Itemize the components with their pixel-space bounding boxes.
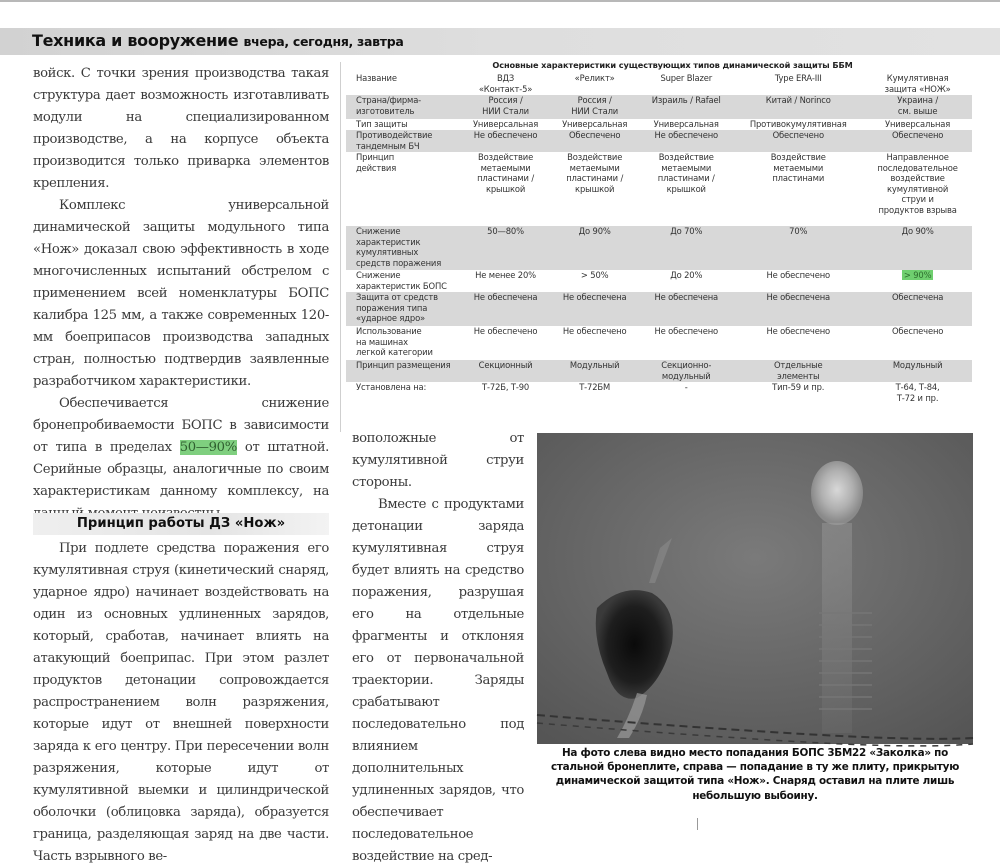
table-body — [346, 95, 972, 406]
table-cell: Не обеспечена — [733, 292, 863, 326]
highlight-range: 50—90% — [179, 440, 237, 455]
table-cell: Не обеспечено — [766, 326, 831, 336]
table-cell: Не обеспечено — [473, 326, 538, 336]
paragraph-highlighted — [33, 393, 329, 525]
table-cell: Т-64, Т-84, Т-72 и пр. — [895, 382, 940, 403]
table-row — [346, 119, 972, 130]
table-cell: Воздействие метаемыми пластинами / крышкой — [477, 152, 535, 194]
table-row — [346, 326, 972, 360]
column-header: Кумулятивная защита «НОЖ» — [884, 73, 951, 94]
left-column — [33, 63, 329, 525]
table-cell: Россия / НИИ Стали — [461, 95, 550, 119]
column-divider — [340, 62, 341, 432]
header-title-sub: вчера, сегодня, завтра — [243, 34, 404, 49]
column-header: ВДЗ «Контакт-5» — [478, 73, 533, 94]
table-cell: Универсальная — [653, 119, 719, 129]
row-label: Страна/фирма- изготовитель — [346, 95, 461, 119]
table-cell: - — [684, 382, 688, 392]
middle-column — [352, 428, 524, 868]
table-cell: До 90% — [550, 226, 639, 270]
table-row — [346, 292, 972, 326]
section-heading: Принцип работы ДЗ «Нож» — [33, 513, 329, 535]
text: Обеспечивается снижение бронепробиваемости БОПС в зависимости от типа в пределах — [33, 396, 329, 455]
table-cell: > 50% — [580, 270, 609, 280]
table-cell: Универсальная — [472, 119, 539, 129]
table-cell: Обеспечена — [863, 292, 972, 326]
dent-mark — [811, 461, 863, 525]
table-cell: Не обеспечено — [461, 130, 550, 152]
table-cell: Россия / НИИ Стали — [550, 95, 639, 119]
table-cell: До 20% — [670, 270, 703, 280]
text: от штатной. Серийные образцы, аналогичные по своим характеристикам данному комплексу, на — [33, 440, 330, 499]
table-cell: Универсальная — [885, 119, 951, 129]
table-cell: Т-72БМ — [579, 382, 611, 392]
column-divider — [697, 818, 698, 830]
paragraph: Вместе с продуктами детонации заряда кумулятивная струя будет влиять на средство поражения, разрушая его на отдельные фрагменты и отклоняя его от первоначальной траектории. Заряды срабатывают последовательно под влиянием дополнительных удлиненных зарядов, что обеспечивает последовательное воздействие на сред- — [352, 497, 524, 864]
armor-plate-photo — [537, 433, 973, 744]
table-cell: Модульный — [863, 360, 972, 382]
table-cell: Не обеспечено — [562, 326, 627, 336]
row-label: Снижение характеристик кумулятивных средств поражения — [346, 226, 461, 270]
table-cell: Универсальная — [562, 119, 628, 129]
row-label: Противодействие тандемным БЧ — [346, 130, 461, 152]
table-cell: Воздействие метаемыми пластинами / крышкой — [566, 152, 624, 194]
table-cell — [863, 270, 972, 292]
table-cell: Не обеспечено — [639, 130, 733, 152]
table-cell: Направленное последовательное воздействие кумулятивной струи и продуктов взрыва — [877, 152, 958, 215]
table-row — [346, 152, 972, 226]
table-cell: Украина / см. выше — [863, 95, 972, 119]
table-header-row — [346, 73, 972, 95]
table-cell: Не обеспечена — [550, 292, 639, 326]
row-label: Использование на машинах легкой категории — [356, 326, 433, 358]
header-label: Название — [356, 73, 397, 83]
table-cell: Не менее 20% — [475, 270, 536, 280]
paragraph: воположные от кумулятивной струи стороны. — [352, 431, 524, 490]
table-cell: Израиль / Rafael — [639, 95, 733, 119]
table-cell: Не обеспечена — [461, 292, 550, 326]
table-cell: До 90% — [863, 226, 972, 270]
row-label: Тип защиты — [356, 119, 408, 129]
table-row — [346, 360, 972, 382]
table-cell: Тип-59 и пр. — [772, 382, 825, 392]
table-cell: Обеспечено — [863, 130, 972, 152]
table-cell: Воздействие метаемыми пластинами / крышкой — [657, 152, 715, 194]
row-label: Установлена на: — [356, 382, 427, 392]
table-cell: Т-72Б, Т-90 — [482, 382, 530, 392]
running-header — [32, 31, 403, 50]
table-cell: Воздействие метаемыми пластинами — [770, 152, 826, 184]
table-title: Основные характеристики существующих типов динамической защиты ББМ — [492, 60, 853, 70]
paragraph: При подлете средства поражения его кумулятивная струя (кинетический снаряд, ударное ядро) начинает воздействовать на один из основных удлиненных зарядов, который, сработав, начинает влиять на атакующий боеприпас. При этом разлет продуктов детонации сопровождается распространением волн разряжения, которые идут от внешней поверхности заряда к его центру. При пересечении волн разряжения, которые идут от кумулятивной выемки и цилиндрической оболочки (облицовка заряда), образуется граница, разделяющая заряд на две части. Часть взрывного ве- — [33, 541, 329, 864]
table-cell: Противокумулятивная — [749, 119, 847, 129]
table-cell: Не обеспечена — [639, 292, 733, 326]
paragraph: войск. С точки зрения производства такая структура дает возможность изготавливать модули на специализированном производстве, а на корпусе объекта производится только приварка элементов крепления. — [33, 66, 329, 191]
row-label: Принцип действия — [356, 152, 397, 173]
header-title-main: Техника и вооружение — [32, 31, 239, 50]
table-cell: Отдельные элементы — [733, 360, 863, 382]
column-header: «Реликт» — [574, 73, 615, 83]
table-row — [346, 382, 972, 406]
table-cell: До 70% — [639, 226, 733, 270]
plate-surface — [537, 433, 973, 744]
column-header: Super Blazer — [660, 73, 713, 83]
column-header: Type ERA-III — [774, 73, 822, 83]
table-row — [346, 226, 972, 270]
highlight-range: > 90% — [903, 270, 932, 280]
table-cell: Не обеспечено — [654, 326, 719, 336]
photo-illustration — [537, 433, 973, 744]
table-cell: Не обеспечено — [766, 270, 831, 280]
table-cell: Обеспечено — [550, 130, 639, 152]
spec-table — [346, 73, 972, 406]
table-cell: Китай / Norinco — [733, 95, 863, 119]
table-cell: Обеспечено — [891, 326, 944, 336]
table-cell: Обеспечено — [733, 130, 863, 152]
table-cell: Модульный — [550, 360, 639, 382]
photo-caption: На фото слева видно место попадания БОПС 3БМ22 «Заколка» по стальной бронеплите, справа — попадание в ту же плиту, прикрытую динамической защитой типа «Нож». Снаряд оставил на плите лишь небольшую выбоину. — [550, 747, 960, 802]
table-row — [346, 130, 972, 152]
row-label: Снижение характеристик БОПС — [356, 270, 447, 291]
table-cell: 50—80% — [461, 226, 550, 270]
table-cell: 70% — [733, 226, 863, 270]
table-cell: Секционно- модульный — [639, 360, 733, 382]
dera-imprint — [822, 523, 852, 733]
table-row — [346, 95, 972, 119]
row-label: Защита от средств поражения типа «ударное ядро» — [346, 292, 461, 326]
table-cell: Секционный — [461, 360, 550, 382]
row-label: Принцип размещения — [346, 360, 461, 382]
left-column-continued — [33, 538, 329, 868]
table-row — [346, 270, 972, 292]
top-rule — [0, 0, 1000, 2]
paragraph: Комплекс универсальной динамической защиты модульного типа «Нож» доказал свою эффективность в ходе многочисленных испытаний обстрелом с применением всей номенклатуры БОПС калибра 125 мм, а также современных 120-мм боеприпасов производства западных стран, полностью подтвердив заявленные разработчиком характеристики. — [33, 198, 329, 389]
